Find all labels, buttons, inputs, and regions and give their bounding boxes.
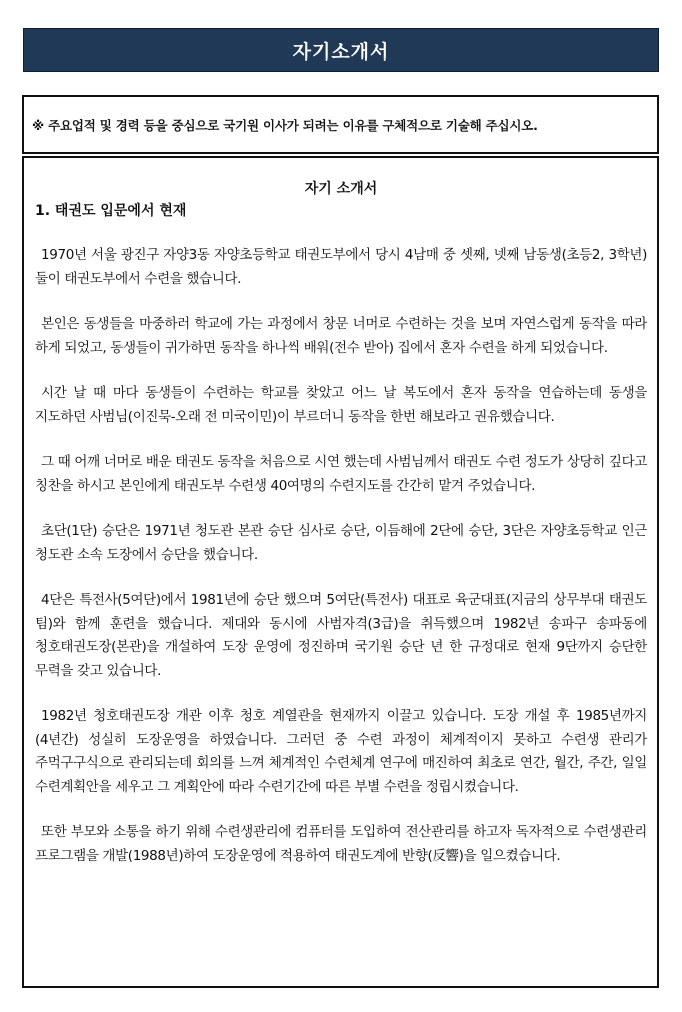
- essay-paragraph: 초단(1단) 승단은 1971년 청도관 본관 승단 심사로 승단, 이듬해에 2단에 승단, 3단은 자양초등학교 인근 청도관 소속 도장에서 승단을 했습니다.: [35, 523, 647, 563]
- essay-paragraph: 그 때 어깨 너머로 배운 태권도 동작을 처음으로 시연 했는데 사범님께서 태권도 수련 정도가 상당히 깊다고 칭찬을 하시고 본인에게 태권도부 수련생 40여명의 수련지도를 간간히 맡겨 주었습니다.: [35, 454, 647, 494]
- essay-paragraph: 본인은 동생들을 마중하러 학교에 가는 과정에서 창문 너머로 수련하는 것을 보며 자연스럽게 동작을 따라 하게 되었고, 동생들이 귀가하면 동작을 하나씩 배워(전수 받아) 집에서 혼자 수련을 하게 되었습니다.: [35, 316, 647, 356]
- instruction-text: ※ 주요업적 및 경력 등을 중심으로 국기원 이사가 되려는 이유를 구체적으로 기술해 주십시오.: [32, 117, 538, 133]
- section-heading: 1. 태권도 입문에서 현재: [35, 203, 187, 219]
- essay-paragraph: 1970년 서울 광진구 자양3동 자양초등학교 태권도부에서 당시 4남매 중 셋째, 넷째 남동생(초등2, 3학년) 둘이 태권도부에서 수련을 했습니다.: [35, 247, 647, 287]
- instruction-box: [22, 95, 659, 154]
- essay-title: 자기 소개서: [304, 181, 378, 197]
- essay-paragraph: 시간 날 때 마다 동생들이 수련하는 학교를 찾았고 어느 날 복도에서 혼자 동작을 연습하는데 동생을 지도하던 사범님(이진묵-오래 전 미국이민)이 부르더니 동작을 한번 해보라고 권유했습니다.: [35, 385, 647, 425]
- essay-box: [22, 156, 659, 988]
- page-title-bar: [23, 28, 659, 72]
- essay-paragraph: 또한 부모와 소통을 하기 위해 수련생관리에 컴퓨터를 도입하여 전산관리를 하고자 독자적으로 수련생관리 프로그램을 개발(1988년)하여 도장운영에 적용하여 태권도계에 반향(反響)을 일으켰습니다.: [35, 824, 647, 864]
- essay-paragraph: 1982년 청호태권도장 개관 이후 청호 계열관을 현재까지 이끌고 있습니다. 도장 개설 후 1985년까지(4년간) 성실히 도장운영을 하였습니다. 그러던 중 수련 과정이 체계적이지 못하고 수련생 관리가 주먹구구식으로 관리되는데 회의를 느껴 체계적인 수련체계 연구에 매진하여 최초로 연간, 월간, 주간, 일일 수련계획안을 세우고 그 계획안에 따라 수련기간에 따른 부별 수련을 정립시켰습니다.: [35, 708, 647, 795]
- page-title: 자기소개서: [292, 40, 390, 63]
- essay-paragraph: 4단은 특전사(5여단)에서 1981년에 승단 했으며 5여단(특전사) 대표로 육군대표(지금의 상무부대 태권도 팀)와 함께 훈련을 했습니다. 제대와 동시에 사범자격(3급)을 취득했으며 1982년 송파구 송파동에 청호태권도장(본관)을 개설하여 도장 운영에 정진하며 국기원 승단 년 한 규정대로 현재 9단까지 승단한 무력을 갖고 있습니다.: [35, 592, 647, 679]
